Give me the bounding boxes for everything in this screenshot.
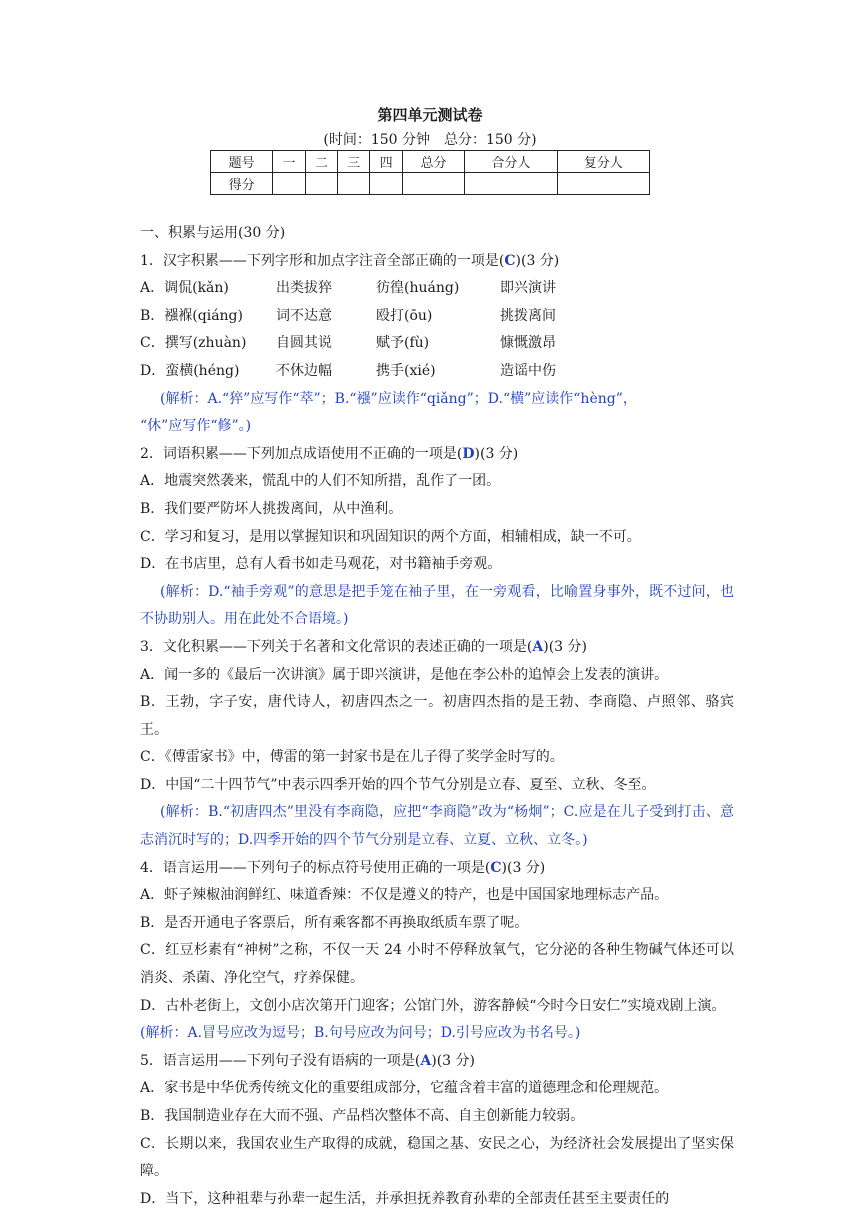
option-a: A．家书是中华优秀传统文化的重要组成部分，它蕴含着丰富的道德理念和伦理规范。 [140,1080,669,1097]
score-table [210,150,650,195]
stem-text: )(3 分) [515,252,560,269]
option-a: A．地震突然袭来，慌乱中的人们不知所措，乱作了一团。 [140,473,501,490]
option-cell: 自圆其说 [276,335,332,352]
score-cell [557,173,649,195]
stem-text: 1．汉字积累——下列字形和加点字注音全部正确的一项是( [140,252,505,269]
score-cell [402,173,464,195]
score-cell [305,173,337,195]
answer-letter: D [462,445,475,462]
page-subtitle: (时间：150 分钟 总分：150 分) [323,132,537,148]
option-cell: 即兴演讲 [500,280,556,297]
option-cell: 携手(xié) [376,362,436,379]
stem-text: )(3 分) [431,1052,475,1069]
option-cell: 彷徨(huáng) [376,280,460,297]
table-cell: 总分 [402,151,464,173]
analysis-text: (解析：D.“袖手旁观”的意思是把手笼在袖子里，在一旁观看，比喻置身事外，既不过问，也不协助别人。用在此处不合语境。) [140,583,734,628]
stem-text: )(3 分) [501,859,546,876]
analysis-text: (解析：A.冒号应改为逗号；B.句号应改为问号；D.引号应改为书名号。) [140,1025,581,1042]
option-b: B．是否开通电子客票后，所有乘客都不再换取纸质车票了呢。 [140,914,529,931]
answer-letter: C [490,859,502,876]
table-cell: 四 [370,151,402,173]
option-b: B．王勃，字子安，唐代诗人，初唐四杰之一。初唐四杰指的是王勃、李商隐、卢照邻、骆宾王。 [140,694,734,738]
question-2-stem [140,441,734,469]
option-c [140,330,734,358]
table-cell: 合分人 [465,151,557,173]
option-d: D．中国“二十四节气”中表示四季开始的四个节气分别是立春、夏至、立秋、冬至。 [140,776,656,793]
option-cell: 词不达意 [276,307,332,324]
option-cell: 慷慨激昂 [500,335,556,352]
question-3-stem [140,634,734,662]
option-d: D．在书店里，总有人看书如走马观花，对书籍袖手旁观。 [140,556,502,573]
option-cell: 赋予(fù) [376,335,430,352]
table-cell: 复分人 [557,151,649,173]
stem-text: 3．文化积累——下列关于名著和文化常识的表述正确的一项是( [140,638,533,655]
stem-text: 5．语言运用——下列句子没有语病的一项是( [140,1052,421,1069]
score-cell [370,173,402,195]
stem-text: 2．词语积累——下列加点成语使用不正确的一项是( [140,445,463,462]
stem-text: )(3 分) [543,638,587,655]
answer-letter: A [420,1052,432,1069]
option-cell: 不休边幅 [276,362,332,379]
option-c: C．红豆杉素有“神树”之称，不仅一天 24 小时不停释放氧气，它分泌的各种生物碱气体还可以消炎、杀菌、净化空气，疗养保健。 [140,942,734,987]
option-a: A．虾子辣椒油润鲜红、味道香辣：不仅是遵义的特产，也是中国国家地理标志产品。 [140,887,669,904]
answer-letter: A [532,638,544,655]
table-cell: 题号 [211,151,273,173]
score-cell [338,173,370,195]
score-table-score-row [211,173,650,195]
section-heading: 一、积累与运用(30 分) [140,225,286,241]
option-a [140,275,734,303]
option-d: D．古朴老街上，文创小店次第开门迎客；公馆门外，游客静候“今时今日安仁”实境戏剧上演。 [140,997,726,1014]
score-cell [465,173,557,195]
option-cell: 造谣中伤 [500,362,556,379]
score-table-header-row [211,151,650,173]
option-cell: 出类拔猝 [276,280,332,297]
option-d: D．当下，这种祖辈与孙辈一起生活，并承担抚养教育孙辈的全部责任甚至主要责任的 [140,1190,670,1207]
option-d [140,358,734,386]
option-c: C．学习和复习，是用以掌握知识和巩固知识的两个方面，相辅相成，缺一不可。 [140,528,641,545]
option-a: A．闻一多的《最后一次讲演》属于即兴演讲，是他在李公朴的追悼会上发表的演讲。 [140,666,669,683]
question-content [140,220,734,1213]
option-b: B．我们要严防坏人挑拨离间，从中渔利。 [140,500,403,517]
stem-text: 4．语言运用——下列句子的标点符号使用正确的一项是( [140,859,491,876]
analysis-text: “休”应写作“修”。) [140,418,252,435]
option-cell: 殴打(ōu) [376,307,433,324]
option-cell: C．撰写(zhuàn) [140,335,247,352]
question-4-stem [140,855,734,883]
option-c: C．《傅雷家书》中，傅雷的第一封家书是在儿子得了奖学金时写的。 [140,749,564,766]
option-cell: 挑拨离间 [500,307,556,324]
question-1-stem [140,248,734,276]
option-c: C．长期以来，我国农业生产取得的成就，稳国之基、安民之心，为经济社会发展提出了坚实保障。 [140,1135,734,1180]
table-cell: 三 [338,151,370,173]
score-cell [273,173,305,195]
option-cell: A．调侃(kǎn) [140,280,229,297]
option-cell: D．蛮横(héng) [140,362,240,379]
page-title: 第四单元测试卷 [377,106,483,124]
table-cell: 得分 [211,173,273,195]
table-cell: 一 [273,151,305,173]
question-5-stem [140,1048,734,1076]
option-b: B．我国制造业存在大而不强、产品档次整体不高、自主创新能力较弱。 [140,1108,585,1124]
stem-text: )(3 分) [474,445,519,462]
option-b [140,303,734,331]
option-cell: B．襁褓(qiáng) [140,307,243,324]
table-cell: 二 [305,151,337,173]
answer-letter: C [504,252,516,269]
analysis-text: (解析：B.“初唐四杰”里没有李商隐，应把“李商隐”改为“杨炯”；C.应是在儿子受到打击、意志消沉时写的；D.四季开始的四个节气分别是立春、立夏、立秋、立冬。) [140,804,734,849]
analysis-text: (解析：A.“猝”应写作“萃”；B.“襁”应读作“qiǎng”；D.“横”应读作“hèng”， [160,390,637,407]
